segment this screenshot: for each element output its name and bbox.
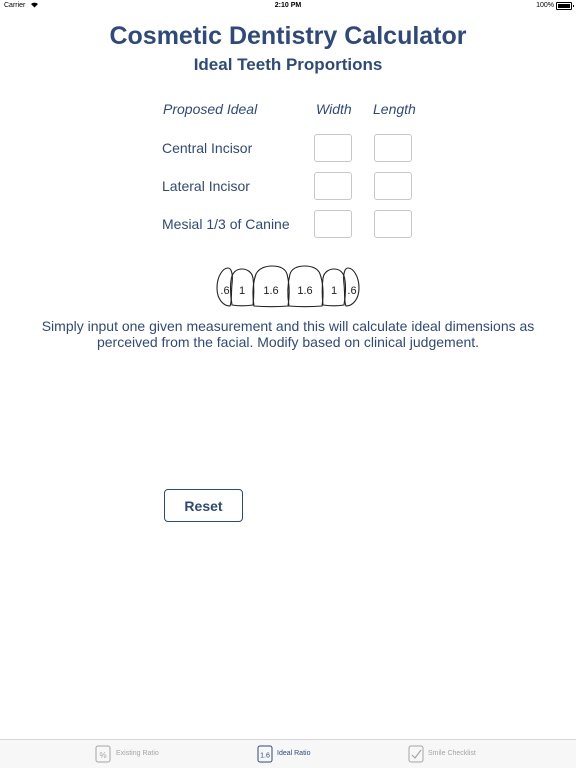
central-incisor-width-input[interactable] bbox=[314, 134, 352, 162]
ratio-label: .6 bbox=[347, 285, 357, 297]
teeth-proportion-diagram bbox=[214, 264, 362, 310]
percent-icon bbox=[95, 745, 111, 763]
ratio-label: .6 bbox=[220, 285, 230, 297]
reset-button[interactable]: Reset bbox=[164, 489, 243, 522]
page-subtitle: Ideal Teeth Proportions bbox=[193, 55, 383, 74]
instructions-text: Simply input one given measurement and this will calculate ideal dimensions as perceived from the facial. Modify based on clinical judgement. bbox=[41, 318, 535, 350]
tab-existing-ratio[interactable] bbox=[95, 740, 175, 769]
clock: 2:10 PM bbox=[274, 2, 302, 9]
column-header-length: Length bbox=[373, 101, 416, 117]
page-title: Cosmetic Dentistry Calculator bbox=[109, 22, 467, 50]
svg-text:1.6: 1.6 bbox=[260, 752, 270, 760]
tab-bar bbox=[0, 739, 576, 768]
mesial-canine-length-input[interactable] bbox=[374, 210, 412, 238]
checkmark-icon bbox=[408, 745, 424, 763]
row-label-central-incisor: Central Incisor bbox=[162, 140, 253, 156]
column-header-proposed-ideal: Proposed Ideal bbox=[163, 101, 258, 117]
svg-text:%: % bbox=[99, 751, 107, 760]
status-bar bbox=[0, 0, 576, 12]
ratio-label: 1.6 bbox=[263, 285, 279, 297]
battery-icon bbox=[556, 2, 572, 10]
ratio-icon bbox=[257, 745, 273, 763]
lateral-incisor-width-input[interactable] bbox=[314, 172, 352, 200]
tab-smile-checklist[interactable] bbox=[408, 740, 498, 769]
ratio-label: 1 bbox=[330, 285, 338, 297]
central-incisor-length-input[interactable] bbox=[374, 134, 412, 162]
ratio-label: 1 bbox=[238, 285, 246, 297]
tab-label: Existing Ratio bbox=[116, 750, 159, 757]
mesial-canine-width-input[interactable] bbox=[314, 210, 352, 238]
row-label-lateral-incisor: Lateral Incisor bbox=[162, 178, 250, 194]
ratio-label: 1.6 bbox=[297, 285, 313, 297]
tab-ideal-ratio[interactable] bbox=[257, 740, 327, 769]
tab-label: Smile Checklist bbox=[428, 750, 476, 757]
battery-percentage: 100% bbox=[536, 2, 554, 9]
lateral-incisor-length-input[interactable] bbox=[374, 172, 412, 200]
column-header-width: Width bbox=[316, 101, 352, 117]
carrier-label: Carrier bbox=[4, 2, 26, 9]
tab-label: Ideal Ratio bbox=[277, 750, 311, 757]
row-label-mesial-canine: Mesial 1/3 of Canine bbox=[162, 216, 290, 232]
